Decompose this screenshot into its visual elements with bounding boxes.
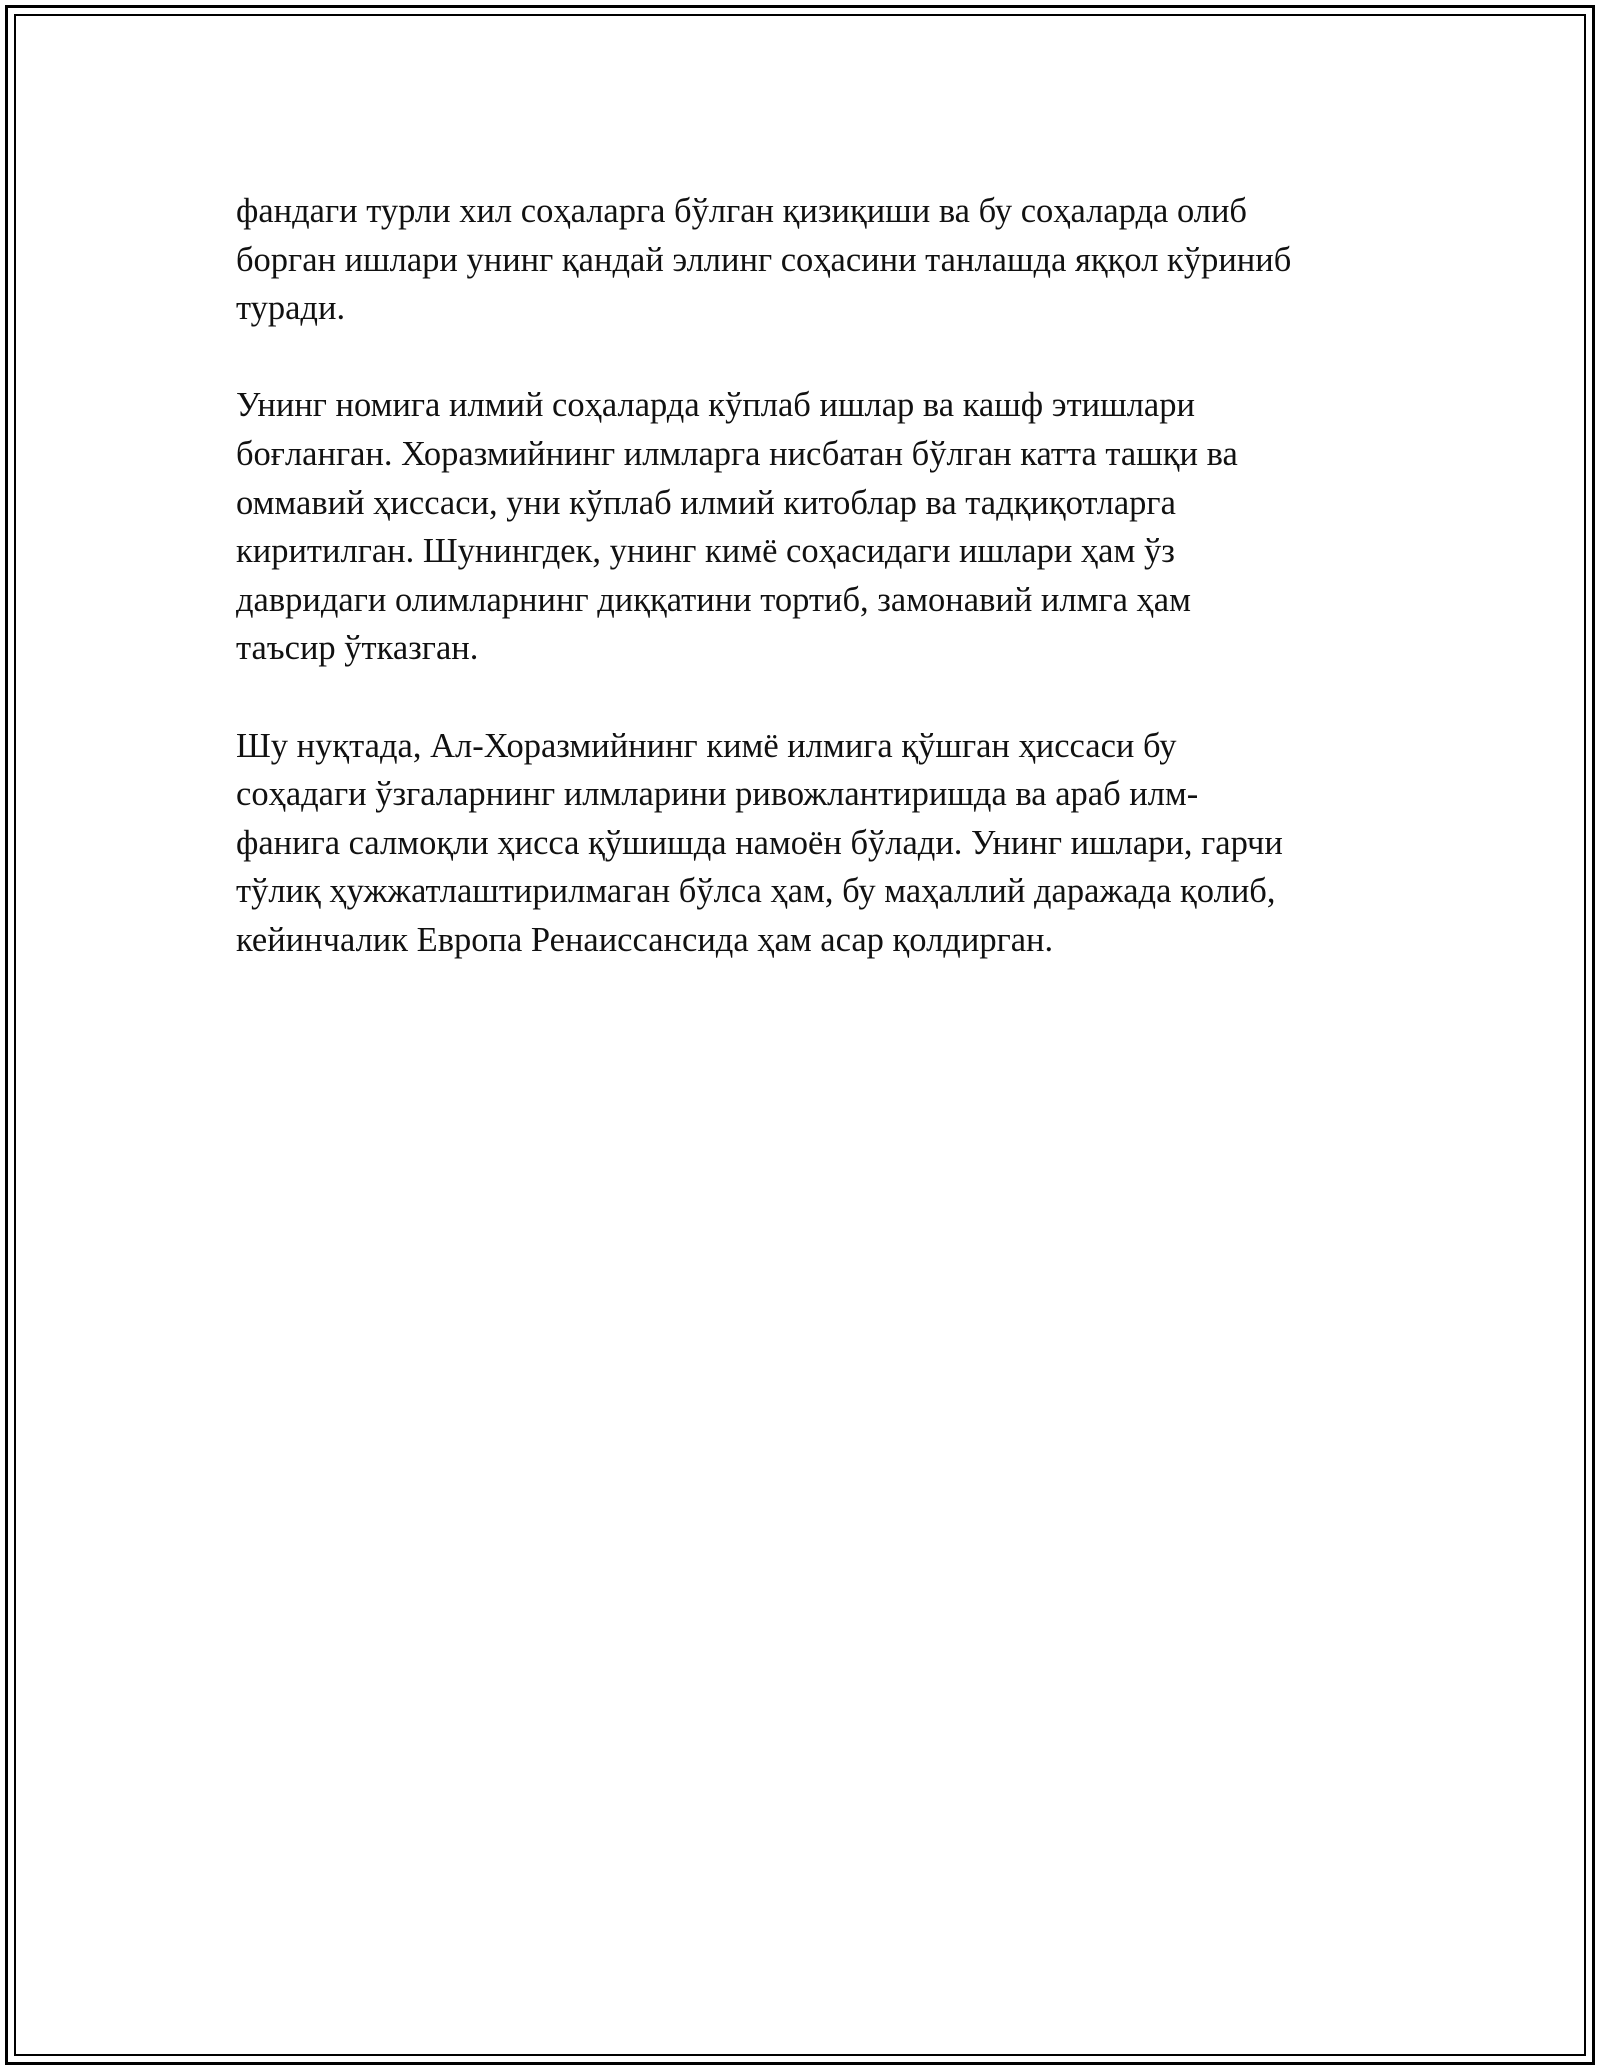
- text-line: борган ишлари унинг қандай эллинг соҳасини танлашда яққол кўриниб: [236, 240, 1292, 279]
- text-line: киритилган. Шунингдек, унинг кимё соҳасидаги ишлари ҳам ўз: [236, 532, 1175, 571]
- paragraph-3: [236, 722, 1386, 965]
- text-line: давридаги олимларнинг диққатини тортиб, замонавий илмга ҳам: [236, 580, 1191, 619]
- text-line: фандаги турли хил соҳаларга бўлган қизиқиши ва бу соҳаларда олиб: [236, 192, 1247, 230]
- text-line: таъсир ўтказган.: [236, 629, 479, 668]
- paragraph-1: [236, 187, 1386, 333]
- text-line: боғланган. Хоразмийнинг илмларга нисбатан бўлган катта ташқи ва: [236, 434, 1238, 473]
- text-line: соҳадаги ўзгаларнинг илмларини ривожлантиришда ва араб илм-: [236, 775, 1199, 814]
- text-line: тўлиқ ҳужжатлаштирилмаган бўлса ҳам, бу маҳаллий даражада қолиб,: [236, 872, 1276, 911]
- text-line: фанига салмоқли ҳисса қўшишда намоён бўлади. Унинг ишлари, гарчи: [236, 823, 1283, 862]
- text-line: оммавий ҳиссаси, уни кўплаб илмий китоблар ва тадқиқотларга: [236, 483, 1176, 522]
- paragraph-2: [236, 381, 1386, 673]
- text-line: Унинг номига илмий соҳаларда кўплаб ишлар ва кашф этишлари: [236, 386, 1195, 425]
- text-line: кейинчалик Европа Ренаиссансида ҳам асар қолдирган.: [236, 920, 1054, 959]
- text-line: туради.: [236, 289, 346, 328]
- document-body: [236, 187, 1386, 1013]
- text-line: Шу нуқтада, Ал-Хоразмийнинг кимё илмига қўшган ҳиссаси бу: [236, 726, 1177, 765]
